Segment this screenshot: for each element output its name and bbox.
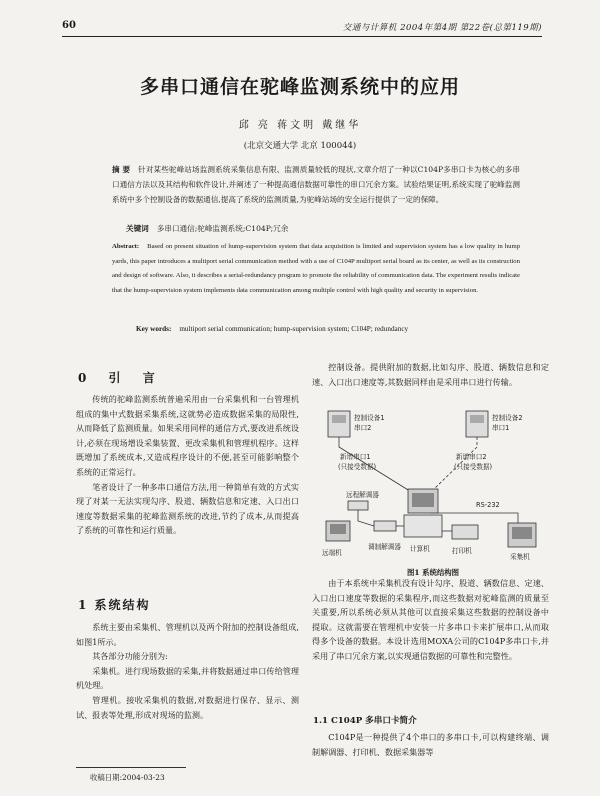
- keywords-cn-text: 多串口通信;驼峰监测系统;C104P;冗余: [156, 224, 289, 233]
- paragraph: 传统的驼峰监测系统普遍采用由一台采集机和一台管理机组成的集中式数据采集系统,这就势必造成数据采集的局限性,从而降低了监测质量。如果采用同样的通信方式,要改进系统设计,必须在现场增设采集装置、更改采集机和管理机程序。这样既增加了系统成本,又造成程序设计的不便,甚至可能影响整个系统的正常运行。: [76, 394, 299, 477]
- keywords-cn-label: 关键词: [126, 224, 149, 233]
- author-list: 邱 亮 蒋文明 戴继华: [238, 120, 362, 131]
- keywords-english: [136, 325, 520, 333]
- fig-label-printer: 打印机: [452, 547, 472, 555]
- affiliation: (北京交通大学 北京 100044): [243, 141, 357, 151]
- keywords-en-label: Key words:: [136, 325, 172, 333]
- keywords-en-text: multiport serial communication; hump-supervision system; C104P; redundancy: [179, 325, 409, 333]
- subsection-1-1-heading: 1.1 C104P 多串口卡简介: [313, 716, 417, 726]
- subsection-1-1-body: [312, 730, 549, 759]
- fig-label-remote: 远端机: [322, 549, 342, 557]
- right-column-intro: [312, 360, 549, 389]
- remote-screen: [330, 524, 346, 534]
- abstract-english: [112, 240, 520, 298]
- link-remote: [358, 510, 374, 526]
- control-device-2-icon: [466, 411, 488, 437]
- received-date: 收稿日期:2004-03-23: [90, 773, 165, 782]
- section-0-body: [76, 392, 299, 538]
- abstract-cn-text: 针对某些驼峰站场监测系统采集信息有限、监测质量较低的现状,文章介绍了一种以C104P多串口卡为核心的多串口通信方法以及其结构和软件设计,并阐述了一种提高通信数据可靠性的串口冗余方案。试验结果证明,系统实现了驼峰监测系统中多个控制设备的数据通信,提高了系统的监测质量,为驼峰站场的安全运行提供了一定的保障。: [112, 165, 520, 204]
- fig-label-serial-b: 串口1: [492, 424, 510, 432]
- fig-label-newline2: 新增串口2: [456, 453, 487, 461]
- fig-label-rs232: RS-232: [476, 501, 500, 509]
- fig-label-newline1: 新增串口1: [340, 453, 371, 461]
- footnote-rule: [76, 767, 186, 768]
- fig-label-modem2: 调制解调器: [368, 543, 401, 551]
- section-1-body: [76, 620, 299, 722]
- abstract-en-text: Based on present situation of hump-supervision system that data acquisition is limited and supervision system has a low quality in hump yards, this paper introduces a multiport serial communication method with a use of C104P multiport serial board as its center, as well as its construction and design of software. Also, it describes a serial-redundancy program to promote the reliability of communication data. The experiment results indicate that the hump-supervision system implements data communication among multiple control with high quality and security in supervision.: [112, 243, 520, 294]
- abstract-en-label: Abstract:: [112, 243, 140, 250]
- fig-label-serial-a: 串口2: [354, 424, 372, 432]
- section-0-heading: 0 引 言: [78, 371, 164, 385]
- fig-label-collector: 采集机: [510, 553, 530, 561]
- journal-info: 交通与计算机 2004年第4期 第22卷(总第119期): [342, 23, 542, 33]
- figure-caption: 图1 系统结构图: [406, 568, 460, 577]
- control-device-2-screen: [470, 415, 484, 423]
- paragraph: C104P是一种提供了4个串口的多串口卡,可以构建终端、调制解调器、打印机、数据采集器等: [312, 732, 549, 757]
- paragraph: 系统主要由采集机、管理机以及两个附加的控制设备组成,如图1所示。: [76, 622, 299, 647]
- paragraph: 由于本系统中采集机没有设计勾序、股道、辆数信息、定速、入口出口速度等数据的采集程序,而这些数据对驼峰监测的质量至关重要,所以系统必须从其他可以直接采集这些数据的控制设备中提取。这就需要在管理机中安装一片多串口卡来扩展串口,从而取得多个设备的数据。本设计选用MOXA公司的C104P多串口卡,并采用了串口冗余方案,以实现通信数据的可靠性和完整性。: [312, 578, 549, 661]
- running-header: [62, 20, 542, 37]
- abstract-cn-label: 摘 要: [112, 165, 131, 174]
- paragraph: 笔者设计了一种多串口通信方法,用一种简单有效的方式实现了对某一无法实现勾序、股道、辆数信息和定速、入口出口速度等数据采集的驼峰监测系统的改进,节约了成本,从而提高了系统的可靠性和运行质量。: [76, 481, 299, 536]
- paragraph: 控制设备。提供附加的数据,比如勾序、股道、辆数信息和定速、入口出口速度等,其数据同样由是采用串口进行传输。: [312, 362, 549, 387]
- modem-icon: [374, 521, 396, 531]
- abstract-chinese: [112, 162, 520, 207]
- fig-label-manager: 计算机: [410, 545, 430, 553]
- collector-screen: [512, 527, 532, 539]
- paragraph: 管理机。接收采集机的数据,对数据进行保存、显示、测试、报表等处理,形成对现场的监测。: [76, 694, 299, 720]
- link-rs232: [430, 513, 518, 523]
- system-structure-figure: [318, 403, 548, 565]
- fig-label-modem: 远程解调器: [346, 491, 379, 499]
- right-column-body: [312, 576, 549, 664]
- paper-title: 多串口通信在驼峰监测系统中的应用: [139, 76, 460, 98]
- fig-label-newline1-note: (只接受数据): [338, 463, 377, 471]
- fig-label-ctrl1: 控制设备1: [354, 414, 385, 422]
- control-device-1-icon: [328, 411, 350, 437]
- manager-screen: [412, 493, 434, 507]
- paragraph: 其各部分功能分别为:: [92, 651, 168, 662]
- remote-modem-icon: [348, 501, 368, 510]
- keywords-chinese: [126, 223, 520, 234]
- control-device-1-screen: [332, 415, 346, 423]
- page-number: 60: [62, 20, 76, 31]
- manager-case-icon: [404, 515, 442, 537]
- fig-label-ctrl2: 控制设备2: [492, 414, 523, 422]
- section-1-heading: 1 系统结构: [78, 598, 151, 612]
- fig-label-newline2-note: (只接受数据): [454, 463, 493, 471]
- paragraph: 采集机。进行现场数据的采集,并将数据通过串口传给管理机处理。: [76, 665, 299, 691]
- printer-icon: [452, 525, 478, 539]
